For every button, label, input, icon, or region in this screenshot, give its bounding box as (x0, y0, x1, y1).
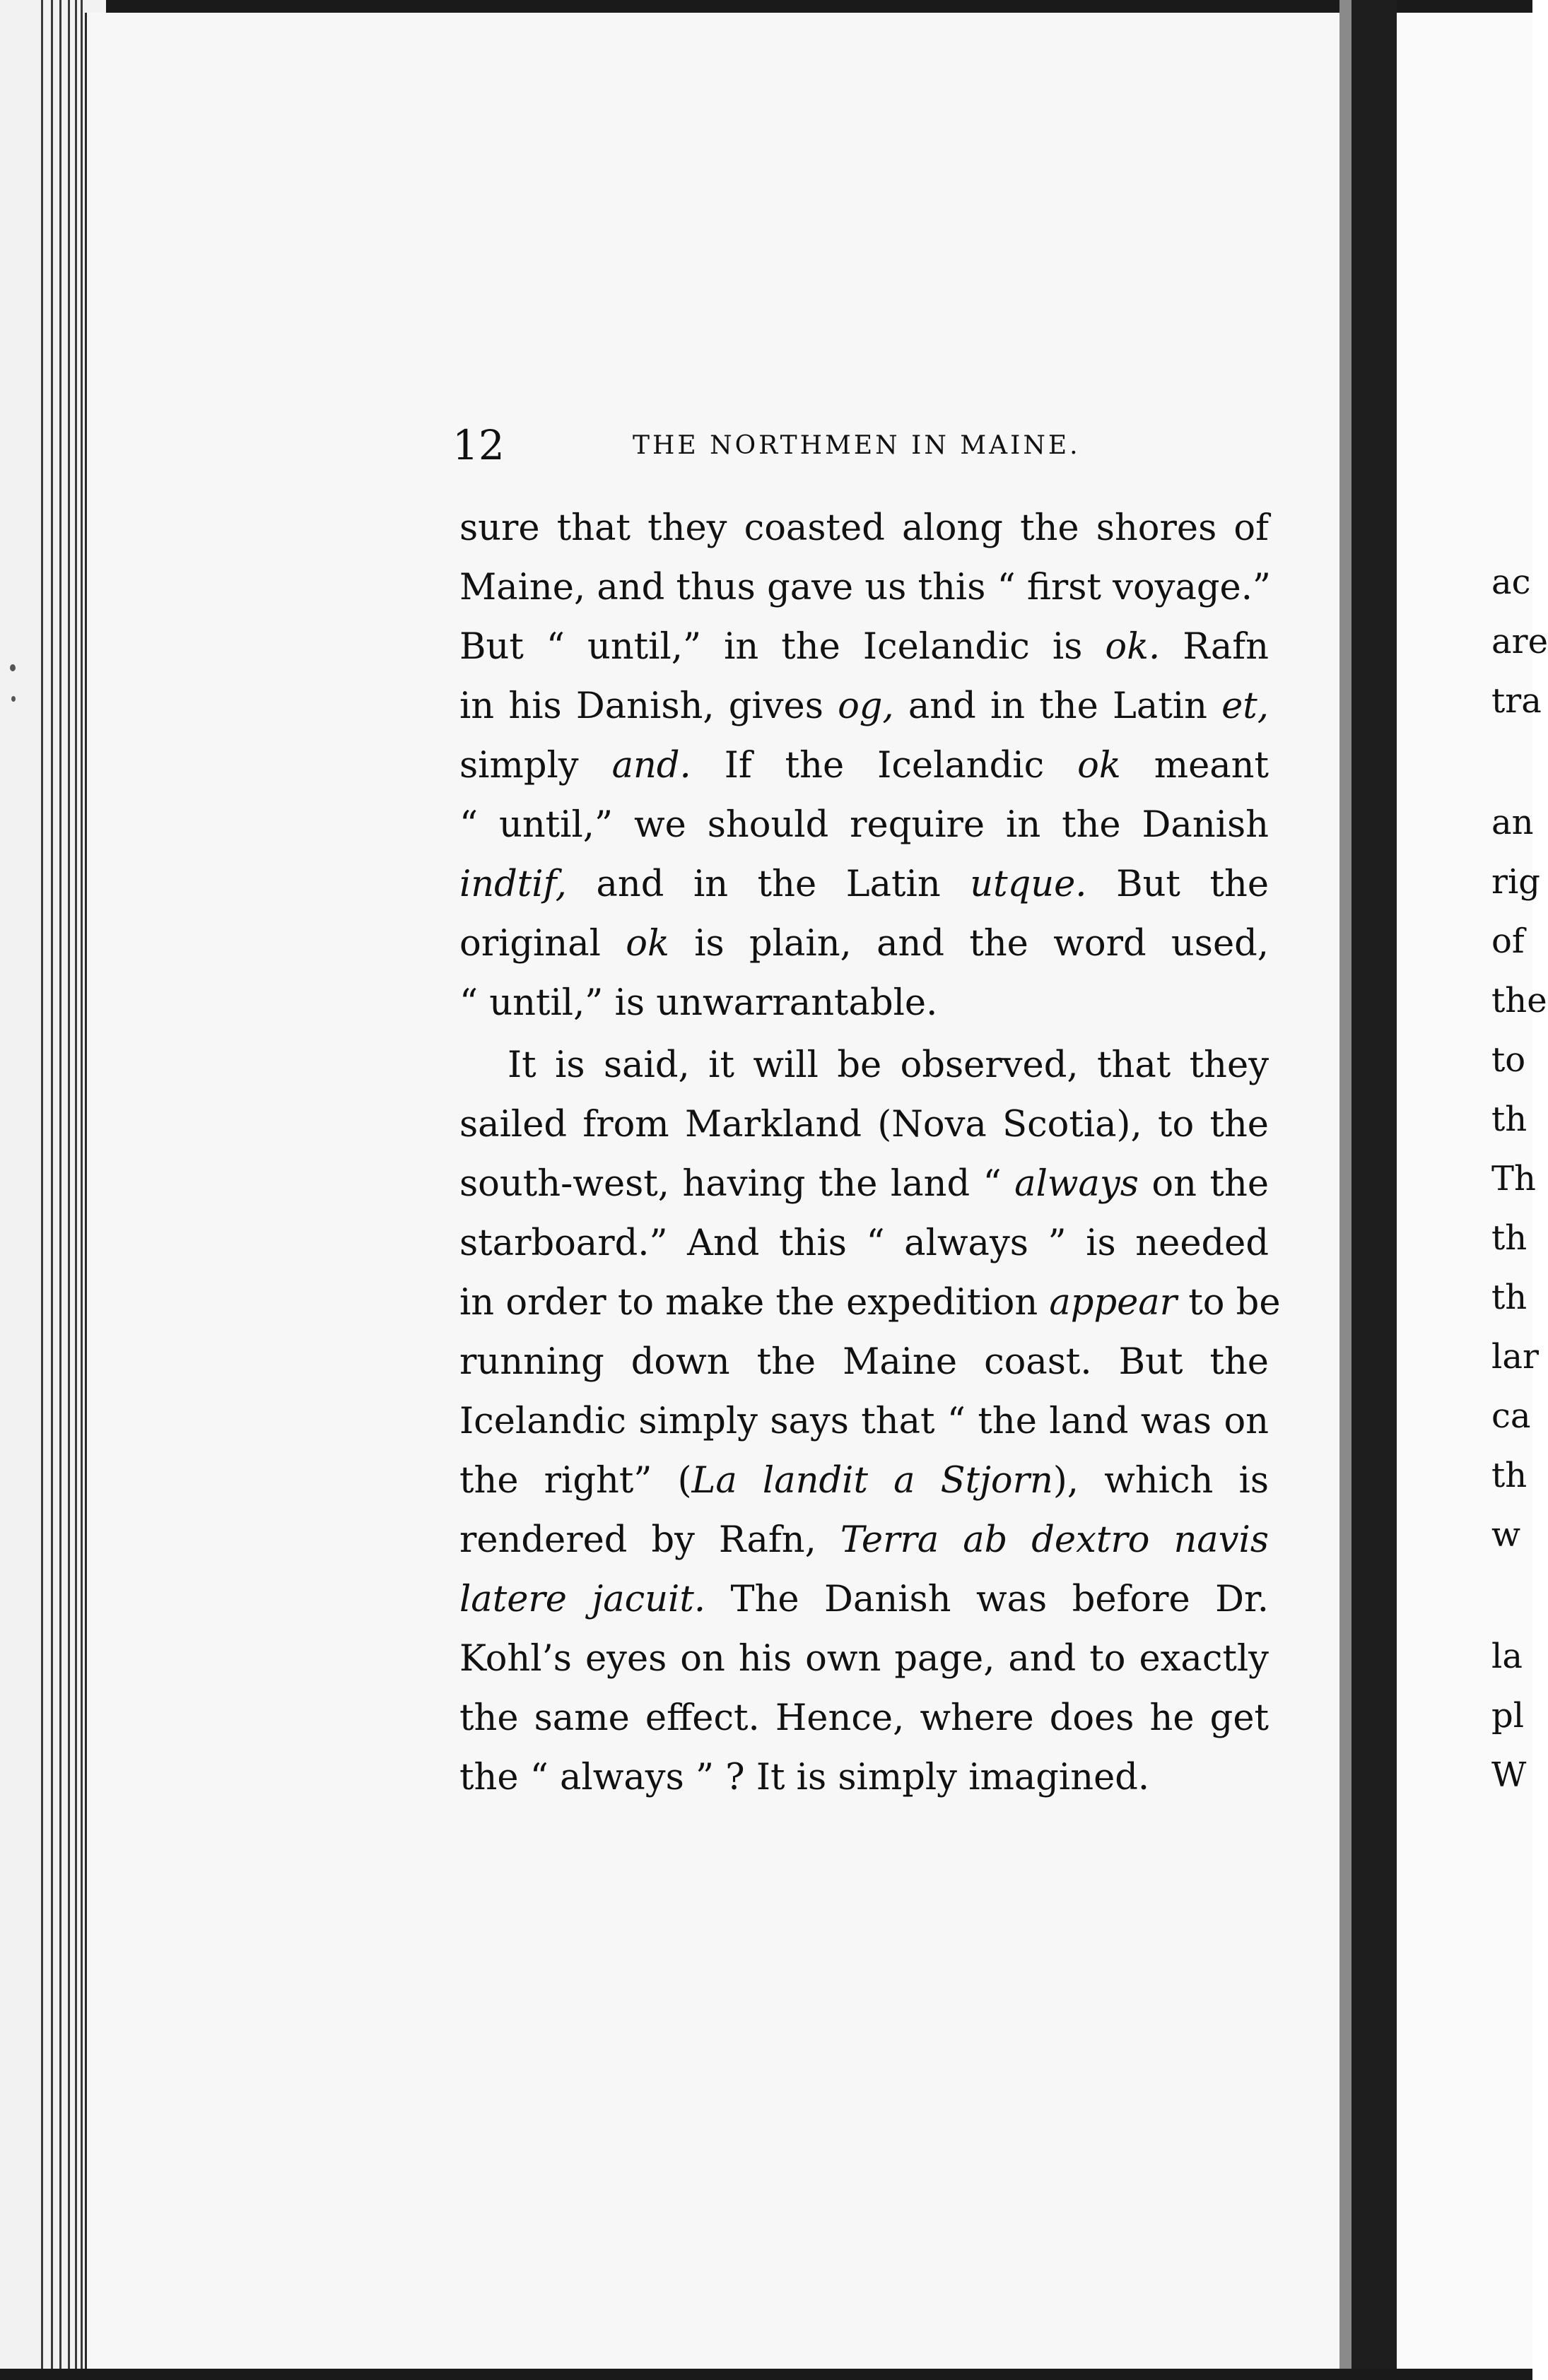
facing-page-fragment: ac (1491, 562, 1531, 602)
book-gutter (1351, 0, 1397, 2380)
gutter-shadow (1339, 0, 1352, 2380)
facing-page-fragment: pl (1491, 1696, 1525, 1736)
facing-page-fragment: lar (1491, 1337, 1539, 1377)
page-edge-line (68, 0, 70, 2380)
facing-page-fragment: th (1491, 1100, 1528, 1139)
text-line: the same effect. Hence, where does he get (459, 1697, 1269, 1739)
text-line: rendered by Rafn, Terra ab dextro navis (459, 1519, 1270, 1561)
text-line: “ until,” we should require in the Danish (459, 804, 1269, 846)
text-line: sailed from Markland (Nova Scotia), to the (459, 1104, 1269, 1145)
text-line: Kohl’s eyes on his own page, and to exactly (459, 1638, 1269, 1680)
facing-page-fragment: Th (1491, 1159, 1536, 1198)
facing-page-fragment: th (1491, 1218, 1528, 1258)
text-line: the right” (La landit a Stjorn), which is (459, 1460, 1269, 1502)
text-line: sure that they coasted along the shores of (459, 507, 1269, 549)
text-line: Icelandic simply says that “ the land was on (459, 1401, 1269, 1442)
page-edge-line (75, 0, 77, 2380)
facing-page-fragment: la (1491, 1637, 1523, 1676)
text-line: indtif, and in the Latin utque. But the (459, 864, 1270, 905)
facing-page-fragment: th (1491, 1278, 1528, 1317)
margin-speck (10, 664, 16, 671)
text-line: south-west, having the land “ always on the (459, 1163, 1270, 1205)
page-edge-line (81, 0, 83, 2380)
facing-page-fragment: tra (1491, 681, 1542, 721)
text-line: It is said, it will be observed, that they (508, 1044, 1269, 1086)
facing-page-fragment: ca (1491, 1396, 1531, 1436)
text-line: in his Danish, gives og, and in the Latin et, (459, 685, 1270, 727)
text-line: latere jacuit. The Danish was before Dr. (459, 1579, 1270, 1620)
page-number: 12 (452, 421, 505, 469)
facing-page-fragment: of (1491, 921, 1525, 961)
facing-page-fragment: th (1491, 1456, 1528, 1495)
text-line: in order to make the expedition appear to be (459, 1282, 1281, 1324)
facing-page-fragment: w (1491, 1515, 1521, 1555)
text-line: the “ always ” ? It is simply imagined. (459, 1757, 1150, 1798)
text-line: But “ until,” in the Icelandic is ok. Rafn (459, 626, 1269, 668)
running-head: THE NORTHMEN IN MAINE. (633, 431, 1081, 460)
page-edge-line (51, 0, 53, 2380)
text-line: Maine, and thus gave us this “ first voyage.” (459, 567, 1271, 608)
facing-page-fragment: the (1491, 981, 1547, 1020)
page-edge-line (59, 0, 61, 2380)
facing-page-fragment: W (1491, 1755, 1527, 1795)
facing-page-fragment: rig (1491, 862, 1541, 902)
text-line: running down the Maine coast. But the (459, 1341, 1269, 1383)
facing-page-fragment: to (1491, 1040, 1526, 1080)
text-line: original ok is plain, and the word used, (459, 923, 1269, 965)
facing-page-fragment: are (1491, 622, 1548, 661)
page-edge-line (41, 0, 43, 2380)
top-page-edge (0, 0, 1532, 13)
text-line: starboard.” And this “ always ” is needed (459, 1223, 1269, 1264)
facing-page-fragment: an (1491, 803, 1534, 842)
text-line: simply and. If the Icelandic ok meant (459, 745, 1270, 787)
text-line: “ until,” is unwarrantable. (459, 982, 938, 1024)
margin-speck (11, 696, 16, 702)
page-header (452, 421, 1301, 469)
bottom-page-edge (0, 2369, 1532, 2380)
